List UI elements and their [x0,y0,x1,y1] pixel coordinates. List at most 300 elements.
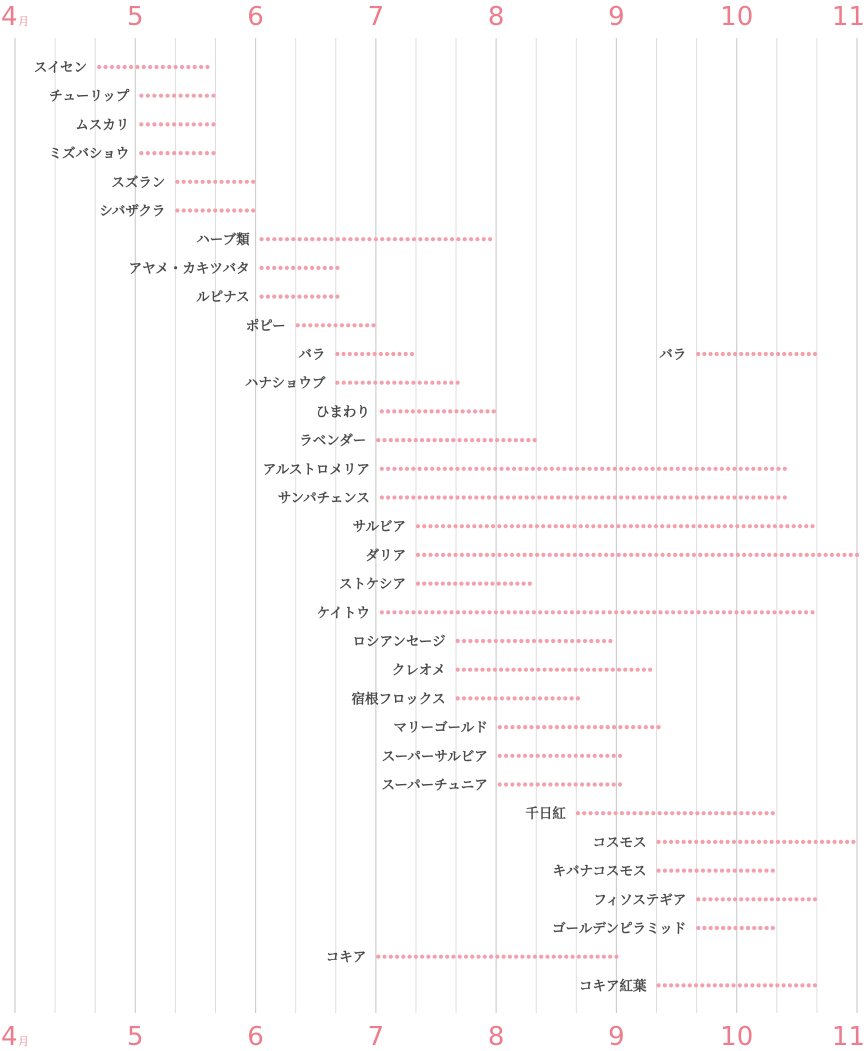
bloom-period-dot [188,180,192,184]
bloom-period-dot [801,897,805,901]
bloom-period-dot [348,352,352,356]
bloom-period-dot [536,754,540,758]
bloom-period-dot [595,811,599,815]
bloom-period-dot [386,237,390,241]
flower-row [317,605,815,621]
bloom-period-dot [684,610,688,614]
bloom-period-dot [523,754,527,758]
bloom-period-dot [428,582,432,586]
bloom-period-dot [508,955,512,959]
bloom-period-dot [414,438,418,442]
bloom-period-dot [566,524,570,528]
bloom-period-dot [682,467,686,471]
bloom-period-dot [782,352,786,356]
bloom-period-dot [704,553,708,557]
bloom-period-dot [458,955,462,959]
bloom-period-dot [576,696,580,700]
bloom-period-dot [593,782,597,786]
bloom-period-dot [771,926,775,930]
bloom-period-dot [529,524,533,528]
bloom-period-dot [682,840,686,844]
month-tick-label: 11 [831,2,865,32]
bloom-period-dot [519,610,523,614]
bloom-period-dot [555,725,559,729]
bloom-period-dot [548,782,552,786]
flower-row [392,663,652,679]
bloom-period-dot [735,524,739,528]
bloom-period-dot [323,266,327,270]
flower-label: ハナショウブ [244,375,326,392]
flower-label: マリーゴールド [393,720,488,737]
bloom-period-dot [360,352,364,356]
bloom-period-dot [708,897,712,901]
bloom-period-dot [399,610,403,614]
bloom-period-dot [453,553,457,557]
bloom-period-dot [483,438,487,442]
bloom-period-dot [493,495,497,499]
bloom-period-dot [475,237,479,241]
bloom-period-dot [554,524,558,528]
bloom-period-dot [673,524,677,528]
bloom-period-dot [511,668,515,672]
bloom-period-dot [739,869,743,873]
bloom-period-dot [579,553,583,557]
bloom-period-dot [670,811,674,815]
bloom-period-dot [776,840,780,844]
bloom-period-dot [536,725,540,729]
bloom-period-dot [506,495,510,499]
bloom-period-dot [717,553,721,557]
bloom-period-dot [555,782,559,786]
bloom-period-dot [807,840,811,844]
bloom-period-dot [719,840,723,844]
bloom-period-dot [444,237,448,241]
bloom-period-dot [468,696,472,700]
bloom-period-dot [586,782,590,786]
bloom-period-dot [769,983,773,987]
bloom-period-dot [139,122,143,126]
bloom-period-dot [652,610,656,614]
bloom-period-dot [561,782,565,786]
bloom-period-dot [656,869,660,873]
bloom-period-dot [376,955,380,959]
month-tick-label: 10 [720,1022,754,1051]
bloom-period-dot [538,696,542,700]
bloom-period-dot [755,553,759,557]
bloom-period-dot [580,668,584,672]
bloom-period-dot [851,840,855,844]
bloom-period-dot [135,65,139,69]
bloom-period-dot [811,553,815,557]
flower-row [326,950,619,966]
bloom-period-dot [598,668,602,672]
bloom-period-dot [556,495,560,499]
bloom-period-dot [152,151,156,155]
bloom-period-dot [532,639,536,643]
bloom-period-dot [365,323,369,327]
bloom-period-dot [207,180,211,184]
bloom-period-dot [525,610,529,614]
bloom-period-dot [639,610,643,614]
bloom-period-dot [592,668,596,672]
bloom-period-dot [713,495,717,499]
bloom-period-dot [340,323,344,327]
bloom-period-dot [704,524,708,528]
bloom-period-dot [461,409,465,413]
bloom-period-dot [499,668,503,672]
bloom-period-dot [445,955,449,959]
bloom-period-dot [660,553,664,557]
bloom-period-dot [519,696,523,700]
flower-row [353,519,815,535]
month-axis-bottom [1,1022,865,1051]
bloom-period-dot [497,553,501,557]
bloom-period-dot [512,495,516,499]
bloom-period-dot [748,524,752,528]
bloom-period-dot [175,208,179,212]
bloom-period-dot [455,467,459,471]
bloom-period-dot [788,897,792,901]
bloom-period-dot [783,467,787,471]
bloom-period-dot [201,180,205,184]
bloom-period-dot [495,438,499,442]
bloom-period-dot [594,495,598,499]
bloom-period-dot [497,582,501,586]
bloom-period-dot [602,639,606,643]
bloom-period-dot [468,467,472,471]
bloom-period-dot [518,467,522,471]
bloom-period-dot [824,553,828,557]
bloom-period-dot [614,955,618,959]
flower-row [382,778,623,794]
bloom-period-dot [580,782,584,786]
bloom-period-dot [679,524,683,528]
bloom-period-dot [456,696,460,700]
bloom-period-dot [676,811,680,815]
bloom-period-dot [310,266,314,270]
bloom-period-dot [510,725,514,729]
bloom-period-dot [580,725,584,729]
bloom-period-dot [625,467,629,471]
bloom-period-dot [742,524,746,528]
bloom-period-dot [813,897,817,901]
bloom-period-dot [782,983,786,987]
bloom-period-dot [626,811,630,815]
bloom-period-dot [798,610,802,614]
bloom-period-dot [667,553,671,557]
bloom-period-dot [583,639,587,643]
bloom-period-dot [522,582,526,586]
bloom-period-dot [599,754,603,758]
bloom-period-dot [238,180,242,184]
bloom-period-dot [709,926,713,930]
bloom-period-dot [658,610,662,614]
bloom-period-dot [764,897,768,901]
bloom-period-dot [619,495,623,499]
bloom-period-dot [398,409,402,413]
bloom-period-dot [729,524,733,528]
bloom-period-dot [489,438,493,442]
bloom-period-dot [335,352,339,356]
bloom-period-dot [723,553,727,557]
flower-label: ミズバショウ [48,146,130,163]
bloom-period-dot [557,610,561,614]
bloom-period-dot [475,696,479,700]
bloom-period-dot [514,438,518,442]
bloom-period-dot [708,352,712,356]
bloom-period-dot [701,869,705,873]
bloom-period-dot [408,955,412,959]
bloom-period-dot [459,582,463,586]
bloom-period-dot [673,553,677,557]
bloom-period-dot [550,495,554,499]
bloom-period-dot [739,897,743,901]
bloom-period-dot [669,869,673,873]
bloom-period-dot [694,983,698,987]
bloom-period-dot [675,869,679,873]
flower-row [553,864,775,880]
flower-label: 宿根フロックス [351,691,446,708]
bloom-period-dot [727,897,731,901]
bloom-period-dot [399,467,403,471]
bloom-period-dot [194,208,198,212]
bloom-period-dot [606,495,610,499]
bloom-period-dot [679,553,683,557]
bloom-period-dot [690,610,694,614]
bloom-period-dot [422,582,426,586]
bloom-period-dot [773,553,777,557]
bloom-period-dot [745,869,749,873]
bloom-period-dot [431,237,435,241]
bloom-period-dot [776,352,780,356]
bloom-period-dot [449,381,453,385]
bloom-period-dot [654,524,658,528]
bloom-period-dot [535,553,539,557]
bloom-period-dot [695,811,699,815]
bloom-period-dot [393,237,397,241]
month-tick-label: 5 [127,1022,144,1051]
bloom-period-dot [591,524,595,528]
bloom-period-dot [379,352,383,356]
bloom-period-dot [245,180,249,184]
bloom-period-dot [582,610,586,614]
bloom-period-dot [308,323,312,327]
bloom-period-dot [456,381,460,385]
bloom-period-dot [599,782,603,786]
bloom-period-dot [663,983,667,987]
bloom-period-dot [601,610,605,614]
bloom-period-dot [211,94,215,98]
bloom-period-dot [810,524,814,528]
bloom-period-dot [207,208,211,212]
bloom-period-dot [646,610,650,614]
bloom-period-dot [536,782,540,786]
bloom-period-dot [547,524,551,528]
bloom-period-dot [456,610,460,614]
bloom-period-dot [576,811,580,815]
bloom-period-dot [154,65,158,69]
bloom-period-dot [764,869,768,873]
bloom-period-dot [577,955,581,959]
flower-label: ダリア [365,547,406,564]
bloom-period-dot [692,553,696,557]
bloom-period-dot [259,295,263,299]
bloom-period-dot [522,524,526,528]
bloom-period-dot [469,237,473,241]
bloom-period-dot [518,668,522,672]
bloom-period-dot [146,94,150,98]
bloom-period-dot [535,524,539,528]
bloom-period-dot [682,495,686,499]
bloom-period-dot [725,983,729,987]
bloom-period-dot [612,725,616,729]
bloom-period-dot [497,524,501,528]
bloom-period-dot [426,438,430,442]
flower-label: アルストロメリア [262,461,370,478]
bloom-period-dot [479,553,483,557]
flower-label: スズラン [111,174,166,191]
bloom-period-dot [494,639,498,643]
bloom-period-dot [310,295,314,299]
bloom-period-dot [594,467,598,471]
bloom-period-dot [614,610,618,614]
bloom-period-dot [715,610,719,614]
bloom-period-dot [512,467,516,471]
month-tick-label: 4 [1,1022,18,1051]
bloom-period-dot [148,65,152,69]
bloom-period-dot [688,869,692,873]
bloom-period-dot [600,495,604,499]
bloom-period-dot [807,983,811,987]
bloom-period-dot [411,495,415,499]
bloom-period-dot [733,926,737,930]
bloom-period-dot [598,553,602,557]
bloom-period-dot [555,754,559,758]
bloom-period-dot [527,955,531,959]
bloom-period-dot [710,524,714,528]
bloom-period-dot [317,237,321,241]
bloom-period-dot [205,65,209,69]
bloom-period-dot [219,208,223,212]
flower-row [278,491,787,507]
bloom-period-dot [573,553,577,557]
bloom-period-dot [566,553,570,557]
bloom-period-dot [801,352,805,356]
bloom-period-dot [297,266,301,270]
bloom-period-dot [663,495,667,499]
bloom-period-dot [510,524,514,528]
bloom-period-dot [726,840,730,844]
bloom-period-dot [468,610,472,614]
bloom-period-dot [751,352,755,356]
bloom-period-dot [764,352,768,356]
bloom-period-dot [555,668,559,672]
bloom-period-dot [279,237,283,241]
bloom-period-dot [428,524,432,528]
bloom-period-dot [385,352,389,356]
bloom-period-dot [426,955,430,959]
bloom-period-dot [689,811,693,815]
bloom-period-dot [436,409,440,413]
bloom-period-dot [720,495,724,499]
bloom-period-dot [608,639,612,643]
bloom-period-dot [478,582,482,586]
bloom-period-dot [397,352,401,356]
bloom-period-dot [504,553,508,557]
bloom-period-dot [782,897,786,901]
flower-label: ケイトウ [316,605,370,622]
bloom-period-dot [801,840,805,844]
bloom-period-dot [579,524,583,528]
bloom-period-dot [129,65,133,69]
bloom-period-dot [410,352,414,356]
bloom-period-dot [830,553,834,557]
bloom-period-dot [468,495,472,499]
bloom-period-dot [619,467,623,471]
bloom-period-dot [545,955,549,959]
bloom-period-dot [323,237,327,241]
bloom-period-dot [418,237,422,241]
bloom-period-dot [509,582,513,586]
bloom-period-dot [192,151,196,155]
bloom-period-dot [675,983,679,987]
flower-row [49,146,216,162]
bloom-period-dot [748,553,752,557]
bloom-period-dot [685,524,689,528]
bloom-period-dot [723,524,727,528]
bloom-period-dot [449,467,453,471]
bloom-period-dot [441,553,445,557]
bloom-period-dot [574,668,578,672]
bloom-period-dot [517,754,521,758]
bloom-period-dot [146,151,150,155]
bloom-period-dot [761,553,765,557]
bloom-period-dot [767,524,771,528]
bloom-period-dot [648,668,652,672]
bloom-period-dot [532,610,536,614]
bloom-period-dot [588,811,592,815]
bloom-period-dot [798,553,802,557]
bloom-period-dot [741,610,745,614]
bloom-period-dot [544,696,548,700]
bloom-period-dot [623,553,627,557]
bloom-period-dot [354,381,358,385]
bloom-period-dot [744,840,748,844]
bloom-period-dot [464,955,468,959]
bloom-period-dot [779,524,783,528]
bloom-period-dot [613,495,617,499]
bloom-period-dot [663,840,667,844]
bloom-period-dot [702,926,706,930]
bloom-period-dot [707,495,711,499]
bloom-period-dot [763,840,767,844]
bloom-period-dot [185,94,189,98]
bloom-period-dot [508,438,512,442]
bloom-period-dot [564,639,568,643]
bloom-period-dot [468,639,472,643]
flower-row [593,892,817,908]
bloom-period-dot [558,955,562,959]
bloom-period-dot [589,639,593,643]
bloom-period-dot [601,811,605,815]
bloom-period-dot [386,467,390,471]
bloom-period-dot [435,553,439,557]
bloom-period-dot [348,381,352,385]
bloom-period-dot [744,983,748,987]
bloom-period-dot [780,553,784,557]
bloom-period-dot [266,295,270,299]
bloom-period-dot [669,840,673,844]
